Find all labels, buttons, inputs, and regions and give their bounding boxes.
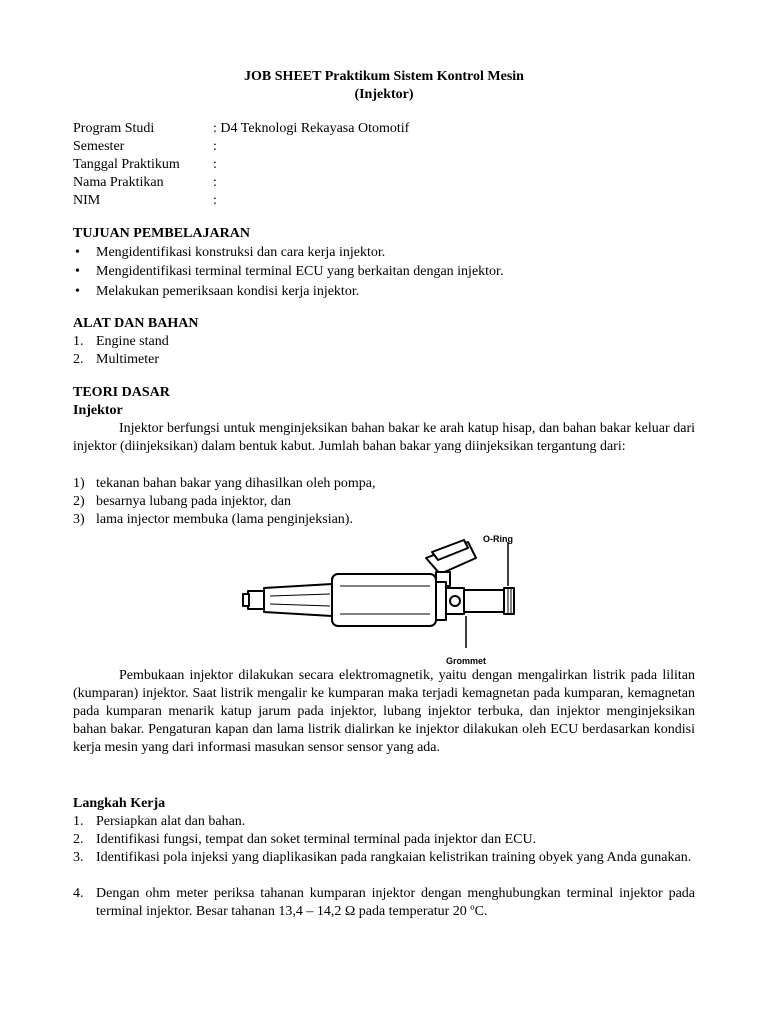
meta-value: :: [213, 193, 217, 208]
list-item-text: Persiapkan alat dan bahan.: [96, 814, 246, 829]
paragraph-pembukaan-injektor: Pembukaan injektor dilakukan secara elektromagnetik, yaitu dengan mengalirkan listrik pada lilitan (kumparan) injektor. Saat listrik mengalir ke kumparan maka terjadi kemagnetan pada kumparan, kemagnetan pada kumparan menarik katup jarum pada injektor, lubang injektor terbuka, dan injektor menginjeksikan bahan bakar. Pengaturan kapan dan lama listrik dialirkan ke injektor dilakukan oleh ECU berdasarkan kondisi kerja mesin yang dari informasi masukan sensor sensor yang ada.: [73, 668, 695, 755]
list-item-text: Mengidentifikasi konstruksi dan cara kerja injektor.: [96, 245, 386, 260]
figure-label-grommet: Grommet: [446, 656, 487, 666]
document-title: JOB SHEET Praktikum Sistem Kontrol Mesin: [244, 69, 524, 84]
list-item-text: tekanan bahan bakar yang dihasilkan oleh pompa,: [96, 476, 376, 491]
list-number: 2.: [73, 832, 84, 847]
bullet-icon: •: [75, 264, 80, 279]
list-item-text: Multimeter: [96, 352, 159, 367]
list-number: 3): [73, 512, 85, 527]
list-item-text: Dengan ohm meter periksa tahanan kumparan injektor dengan menghubungkan terminal injektor pada terminal injektor. Besar tahanan 13,4 – 14,2 Ω pada temperatur 20 ºC.: [96, 886, 695, 919]
list-item-text: Engine stand: [96, 334, 169, 349]
list-number: 2.: [73, 352, 84, 367]
document-subtitle: (Injektor): [354, 87, 414, 102]
meta-label: NIM: [73, 193, 101, 208]
bullet-icon: •: [75, 284, 80, 299]
subheading-injektor: Injektor: [73, 403, 123, 418]
list-item-text: Identifikasi pola injeksi yang diaplikasikan pada rangkaian kelistrikan training obyek yang Anda gunakan.: [96, 850, 692, 865]
list-item-text: Mengidentifikasi terminal terminal ECU yang berkaitan dengan injektor.: [96, 264, 504, 279]
figure-label-oring: O-Ring: [483, 534, 513, 544]
list-number: 1): [73, 476, 85, 491]
meta-value: :: [213, 157, 217, 172]
list-item-text: besarnya lubang pada injektor, dan: [96, 494, 291, 509]
section-heading-teori: TEORI DASAR: [73, 385, 170, 400]
meta-label: Nama Praktikan: [73, 175, 164, 190]
meta-label: Semester: [73, 139, 125, 154]
meta-value: :: [213, 139, 217, 154]
list-number: 1.: [73, 814, 84, 829]
meta-label: Program Studi: [73, 121, 155, 136]
section-heading-tujuan: TUJUAN PEMBELAJARAN: [73, 226, 250, 241]
list-number: 3.: [73, 850, 84, 865]
paragraph-injektor-fungsi: Injektor berfungsi untuk menginjeksikan bahan bakar ke arah katup hisap, dan bahan bakar keluar dari injektor (diinjeksikan) dalam bentuk kabut. Jumlah bahan bakar yang diinjeksikan tergantung dari:: [73, 421, 695, 454]
section-heading-langkah: Langkah Kerja: [73, 796, 166, 811]
list-item-text: lama injector membuka (lama penginjeksian).: [96, 512, 353, 527]
list-number: 1.: [73, 334, 84, 349]
meta-label: Tanggal Praktikum: [73, 157, 180, 172]
list-item-text: Identifikasi fungsi, tempat dan soket terminal terminal pada injektor dan ECU.: [96, 832, 537, 847]
meta-value: : D4 Teknologi Rekayasa Otomotif: [213, 121, 410, 136]
list-number: 2): [73, 494, 85, 509]
bullet-icon: •: [75, 245, 80, 260]
meta-value: :: [213, 175, 217, 190]
injector-diagram: [240, 528, 530, 668]
list-item-text: Melakukan pemeriksaan kondisi kerja injektor.: [96, 284, 360, 299]
injector-drawing: [240, 528, 530, 668]
section-heading-alat: ALAT DAN BAHAN: [73, 316, 199, 331]
list-number: 4.: [73, 886, 84, 901]
